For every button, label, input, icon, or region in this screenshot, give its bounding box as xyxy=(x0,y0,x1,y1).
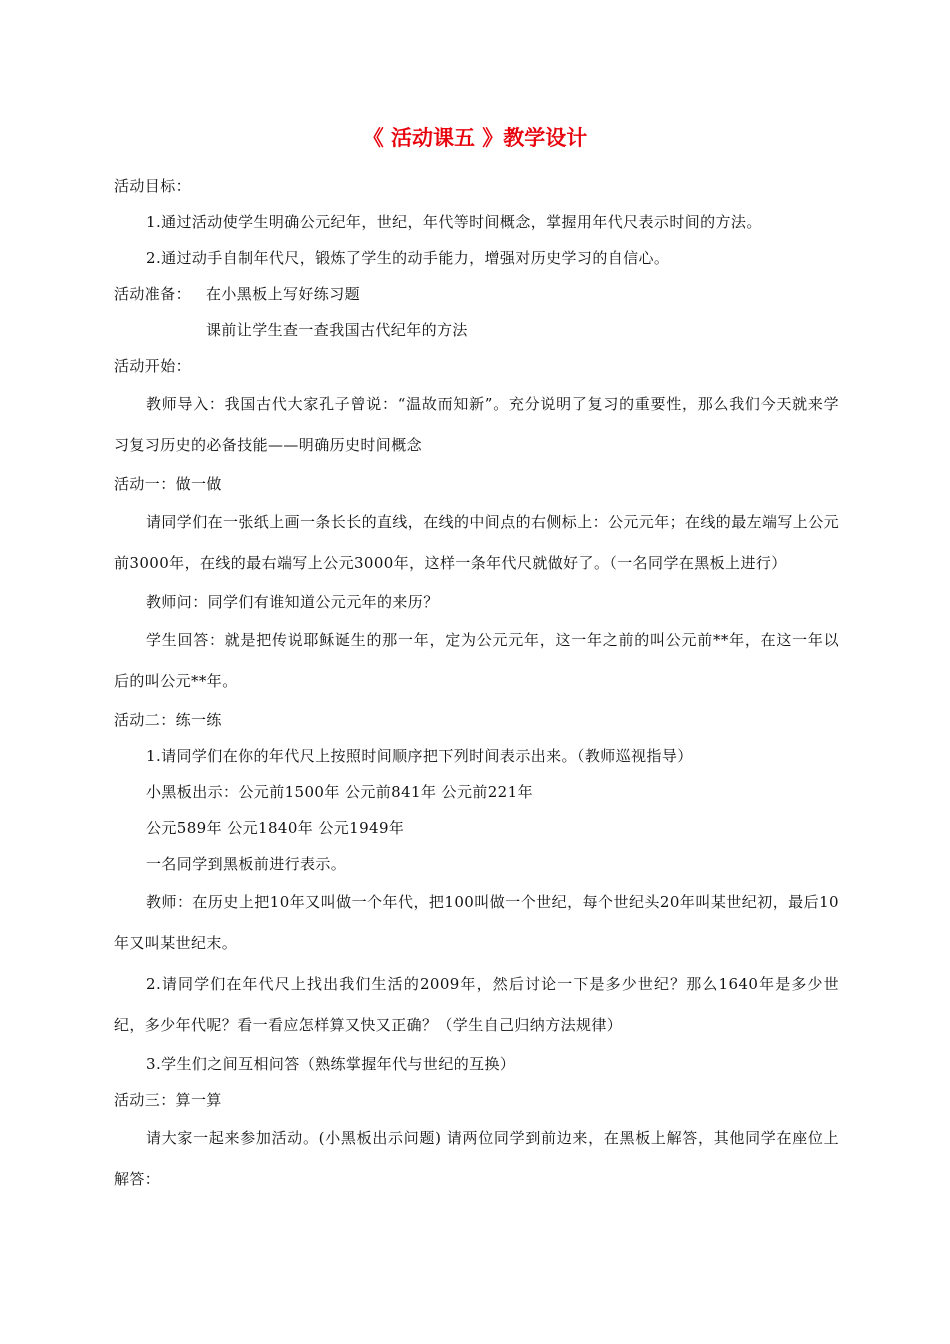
activity-2-board-line-1: 小黑板出示：公元前1500年 公元前841年 公元前221年 xyxy=(146,783,533,801)
page-title: 《 活动课五 》教学设计 xyxy=(362,126,588,150)
activity-3-paragraph: 请大家一起来参加活动。(小黑板出示问题) 请两位同学到前边来，在黑板上解答，其他同学在座位上解答： xyxy=(114,1129,839,1188)
prep-item-1: 在小黑板上写好练习题 xyxy=(206,285,361,303)
intro-paragraph: 教师导入：我国古代大家孔子曾说：“温故而知新”。充分说明了复习的重要性，那么我们今天就来学习复习历史的必备技能——明确历史时间概念 xyxy=(114,395,839,454)
prep-row xyxy=(114,276,839,312)
goal-item-1: 1.通过活动使学生明确公元纪年，世纪，年代等时间概念，掌握用年代尺表示时间的方法。 xyxy=(146,213,762,231)
activity-2-board-line-2: 公元589年 公元1840年 公元1949年 xyxy=(146,819,405,837)
activity-2-teacher: 教师：在历史上把10年又叫做一个年代，把100叫做一个世纪，每个世纪头20年叫某世纪初，最后10年又叫某世纪末。 xyxy=(114,893,839,952)
activity-2-item-1: 1.请同学们在你的年代尺上按照时间顺序把下列时间表示出来。（教师巡视指导） xyxy=(146,747,693,765)
activity-2-item-2: 2.请同学们在年代尺上找出我们生活的2009年，然后讨论一下是多少世纪？那么1640年是多少世纪，多少年代呢？看一看应怎样算又快又正确？（学生自己归纳方法规律） xyxy=(114,975,839,1034)
activity-2-student: 一名同学到黑板前进行表示。 xyxy=(146,855,347,873)
activity-1-answer: 学生回答：就是把传说耶稣诞生的那一年，定为公元元年，这一年之前的叫公元前**年，在这一年以后的叫公元**年。 xyxy=(114,631,839,690)
prep-heading: 活动准备： xyxy=(114,285,192,303)
activity-3-heading: 活动三：算一算 xyxy=(114,1091,222,1109)
goal-heading: 活动目标： xyxy=(114,177,192,195)
activity-1-paragraph: 请同学们在一张纸上画一条长长的直线，在线的中间点的右侧标上：公元元年；在线的最左端写上公元前3000年，在线的最右端写上公元3000年，这样一条年代尺就做好了。（一名同学在黑板上进行） xyxy=(114,513,840,572)
prep-item-2: 课前让学生查一查我国古代纪年的方法 xyxy=(206,321,468,339)
activity-1-heading: 活动一：做一做 xyxy=(114,475,222,493)
start-heading: 活动开始： xyxy=(114,357,192,375)
activity-1-question: 教师问：同学们有谁知道公元元年的来历？ xyxy=(146,593,439,611)
activity-2-item-3: 3.学生们之间互相问答（熟练掌握年代与世纪的互换） xyxy=(146,1055,516,1073)
goal-item-2: 2.通过动手自制年代尺，锻炼了学生的动手能力，增强对历史学习的自信心。 xyxy=(146,249,670,267)
document-body xyxy=(114,168,839,1200)
activity-2-heading: 活动二：练一练 xyxy=(114,711,222,729)
